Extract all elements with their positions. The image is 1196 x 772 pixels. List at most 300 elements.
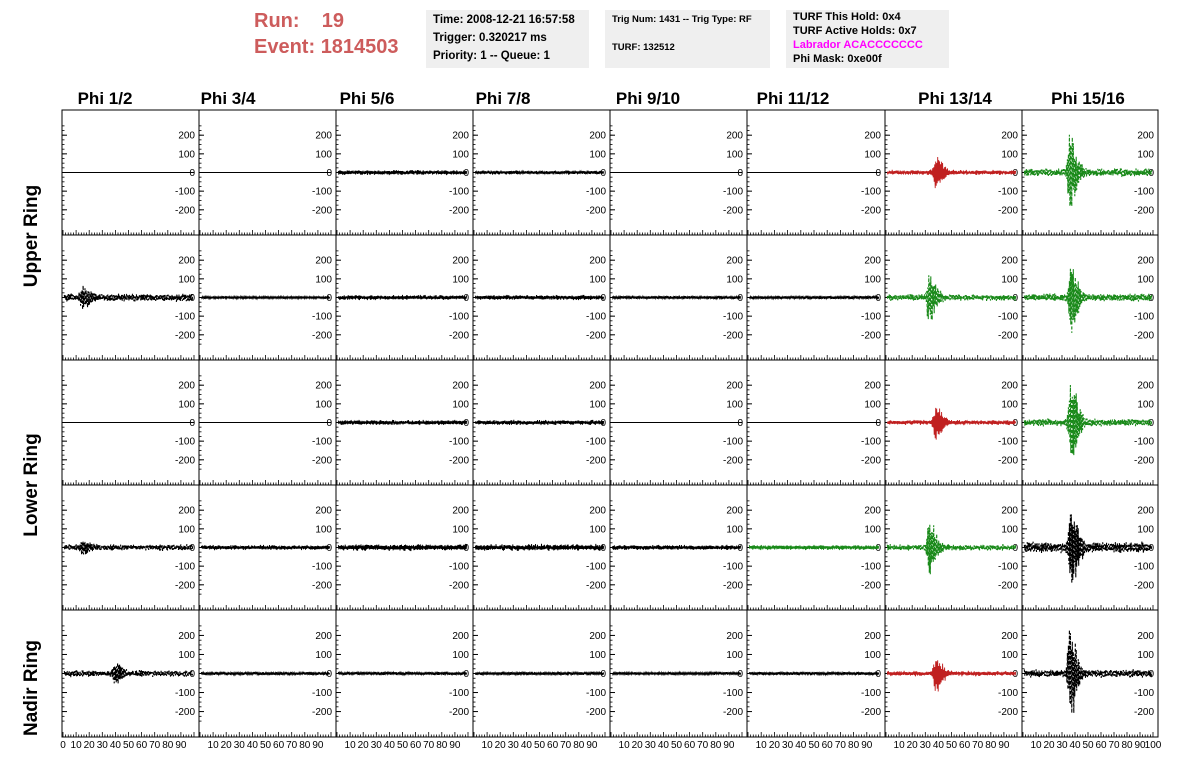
x-tick-label: 100 <box>1144 740 1162 751</box>
x-tick-label: 90 <box>1134 740 1146 751</box>
y-tick-label: 0 <box>600 669 606 680</box>
x-tick-label: 30 <box>96 740 108 751</box>
y-tick-label: 0 <box>189 168 195 179</box>
x-tick-label: 40 <box>795 740 807 751</box>
column-header: Phi 1/2 <box>77 89 133 108</box>
y-tick-label: -200 <box>311 707 332 719</box>
y-tick-label: 200 <box>1001 630 1018 642</box>
waveform-trace <box>749 672 878 676</box>
y-tick-label: -200 <box>860 707 881 719</box>
y-tick-label: 100 <box>589 274 606 286</box>
y-tick-label: 200 <box>1137 130 1154 142</box>
column-header: Phi 11/12 <box>756 89 830 108</box>
y-tick-label: -100 <box>1133 561 1154 573</box>
y-tick-label: 100 <box>1001 149 1018 161</box>
y-tick-label: -100 <box>1133 436 1154 448</box>
y-tick-label: -200 <box>174 205 195 217</box>
y-tick-label: -200 <box>448 580 469 592</box>
y-tick-label: 100 <box>178 524 195 536</box>
x-tick-label: 70 <box>560 740 572 751</box>
y-tick-label: 200 <box>178 255 195 267</box>
x-tick-label: 50 <box>670 740 683 751</box>
waveform-trace <box>475 672 603 676</box>
y-tick-label: -100 <box>311 561 332 573</box>
row-label: Lower Ring <box>21 433 42 537</box>
y-tick-label: 0 <box>875 168 881 179</box>
column-header: Phi 7/8 <box>475 89 531 108</box>
waveform-trace <box>475 170 603 174</box>
y-tick-label: 100 <box>1001 649 1018 661</box>
y-tick-label: -100 <box>997 561 1018 573</box>
x-tick-label: 70 <box>697 740 709 751</box>
y-tick-label: 200 <box>864 630 881 642</box>
y-tick-label: 200 <box>1001 130 1018 142</box>
y-tick-label: -100 <box>311 436 332 448</box>
waveform-trace <box>887 275 1015 320</box>
y-tick-label: 200 <box>589 255 606 267</box>
x-tick-label: 90 <box>449 740 461 751</box>
x-tick-label: 80 <box>436 740 448 751</box>
y-tick-label: 100 <box>1137 524 1154 536</box>
waveform-trace <box>612 672 740 675</box>
x-tick-label: 90 <box>861 740 873 751</box>
x-tick-label: 80 <box>710 740 722 751</box>
waveform-trace <box>338 420 466 425</box>
x-tick-label: 10 <box>344 740 356 751</box>
y-tick-label: 0 <box>737 168 743 179</box>
y-tick-label: 0 <box>189 293 195 304</box>
y-tick-label: 0 <box>326 168 332 179</box>
y-tick-label: -100 <box>174 186 195 198</box>
y-tick-label: -100 <box>448 688 469 700</box>
y-tick-label: 0 <box>463 168 469 179</box>
y-tick-label: -200 <box>860 330 881 342</box>
x-tick-label: 80 <box>162 740 174 751</box>
y-tick-label: -200 <box>448 205 469 217</box>
row-label: Upper Ring <box>21 184 42 288</box>
y-tick-label: -200 <box>585 455 606 467</box>
y-tick-label: 200 <box>864 130 881 142</box>
y-tick-label: 200 <box>452 630 469 642</box>
y-tick-label: 200 <box>315 380 332 392</box>
y-tick-label: -200 <box>174 580 195 592</box>
priority-text: Priority: 1 -- Queue: 1 <box>433 50 550 62</box>
waveform-trace <box>749 545 878 550</box>
y-tick-label: -200 <box>997 580 1018 592</box>
y-tick-label: 100 <box>726 149 743 161</box>
waveform-trace <box>1024 630 1151 713</box>
x-tick-label: 50 <box>396 740 409 751</box>
event-label: Event: <box>254 36 316 58</box>
trigger-text: Trigger: 0.320217 ms <box>433 32 547 44</box>
waveform-trace <box>338 170 466 175</box>
waveform-trace <box>475 544 603 551</box>
y-tick-label: -200 <box>860 205 881 217</box>
y-tick-label: 100 <box>589 649 606 661</box>
y-tick-label: -100 <box>997 436 1018 448</box>
x-tick-label: 30 <box>233 740 245 751</box>
y-tick-label: 200 <box>864 255 881 267</box>
y-tick-label: 0 <box>463 669 469 680</box>
y-tick-label: -200 <box>585 205 606 217</box>
y-tick-label: 100 <box>726 274 743 286</box>
y-tick-label: -200 <box>997 455 1018 467</box>
x-tick-label: 30 <box>782 740 794 751</box>
y-tick-label: 0 <box>600 418 606 429</box>
column-header: Phi 9/10 <box>615 89 681 108</box>
y-tick-label: 0 <box>737 418 743 429</box>
x-tick-label: 80 <box>299 740 311 751</box>
x-tick-label: 30 <box>1056 740 1068 751</box>
turf-this-hold-text: TURF This Hold: 0x4 <box>793 11 901 23</box>
waveform-trace <box>1024 514 1151 583</box>
y-tick-label: 0 <box>326 543 332 554</box>
y-tick-label: -200 <box>585 580 606 592</box>
x-tick-label: 10 <box>893 740 905 751</box>
y-tick-label: 0 <box>463 418 469 429</box>
waveform-trace <box>64 541 192 555</box>
y-tick-label: 100 <box>315 149 332 161</box>
x-tick-label: 70 <box>1108 740 1120 751</box>
y-tick-label: -200 <box>722 707 743 719</box>
y-tick-label: 200 <box>315 630 332 642</box>
x-tick-label: 40 <box>383 740 395 751</box>
event-value: 1814503 <box>320 36 399 58</box>
y-tick-label: 100 <box>864 274 881 286</box>
y-tick-label: 200 <box>452 255 469 267</box>
x-tick-label: 20 <box>83 740 95 751</box>
waveform-trace <box>338 672 466 676</box>
x-tick-label: 10 <box>755 740 767 751</box>
x-tick-label: 40 <box>246 740 258 751</box>
x-tick-label: 50 <box>945 740 958 751</box>
x-tick-label: 20 <box>768 740 780 751</box>
y-tick-label: 0 <box>189 418 195 429</box>
y-tick-label: 200 <box>315 255 332 267</box>
y-tick-label: -200 <box>1133 330 1154 342</box>
y-tick-label: 200 <box>178 505 195 517</box>
waveform-trace <box>201 296 329 299</box>
y-tick-label: 100 <box>864 524 881 536</box>
y-tick-label: -100 <box>585 186 606 198</box>
y-tick-label: 100 <box>178 399 195 411</box>
x-tick-label: 50 <box>259 740 272 751</box>
y-tick-label: 200 <box>1137 630 1154 642</box>
x-tick-label: 60 <box>410 740 422 751</box>
y-tick-label: -100 <box>722 688 743 700</box>
x-tick-label: 60 <box>136 740 148 751</box>
y-tick-label: 200 <box>589 130 606 142</box>
x-tick-label: 30 <box>507 740 519 751</box>
y-tick-label: 200 <box>452 130 469 142</box>
y-tick-label: 0 <box>189 543 195 554</box>
y-tick-label: -100 <box>997 311 1018 323</box>
x-tick-label: 20 <box>494 740 506 751</box>
waveform-trace <box>887 408 1015 440</box>
y-tick-label: -200 <box>860 580 881 592</box>
y-tick-label: 200 <box>1001 505 1018 517</box>
waveform-trace <box>1024 135 1151 207</box>
x-tick-label: 70 <box>972 740 984 751</box>
waveform-trace <box>612 296 740 300</box>
y-tick-label: -100 <box>311 311 332 323</box>
y-tick-label: -200 <box>997 205 1018 217</box>
x-tick-label: 80 <box>1121 740 1133 751</box>
x-tick-label: 40 <box>1069 740 1081 751</box>
y-tick-label: 200 <box>589 380 606 392</box>
y-tick-label: 0 <box>875 418 881 429</box>
y-tick-label: 100 <box>315 399 332 411</box>
turf-active-holds-text: TURF Active Holds: 0x7 <box>793 25 917 37</box>
y-tick-label: -100 <box>1133 688 1154 700</box>
y-tick-label: -100 <box>311 186 332 198</box>
y-tick-label: 0 <box>1012 669 1018 680</box>
y-tick-label: 100 <box>178 149 195 161</box>
x-tick-label: 50 <box>808 740 820 751</box>
y-tick-label: 100 <box>315 524 332 536</box>
y-tick-label: 0 <box>326 293 332 304</box>
y-tick-label: 0 <box>1148 543 1154 554</box>
y-tick-label: 100 <box>452 649 469 661</box>
y-tick-label: 200 <box>726 505 743 517</box>
waveform-trace <box>338 544 466 551</box>
y-tick-label: -200 <box>311 205 332 217</box>
y-tick-label: 0 <box>1148 669 1154 680</box>
turf-text: TURF: 132512 <box>612 42 675 53</box>
y-tick-label: -200 <box>722 580 743 592</box>
column-header: Phi 5/6 <box>339 89 395 108</box>
x-tick-label: 90 <box>312 740 324 751</box>
y-tick-label: 0 <box>326 418 332 429</box>
y-tick-label: -100 <box>585 688 606 700</box>
waveform-trace <box>475 295 603 300</box>
y-tick-label: -100 <box>448 186 469 198</box>
y-tick-label: 200 <box>726 255 743 267</box>
waveform-trace <box>749 296 878 300</box>
y-tick-label: -200 <box>1133 205 1154 217</box>
row-label: Nadir Ring <box>21 639 42 737</box>
y-tick-label: -100 <box>860 688 881 700</box>
y-tick-label: 100 <box>726 649 743 661</box>
y-tick-label: 200 <box>178 380 195 392</box>
y-tick-label: 100 <box>1137 649 1154 661</box>
trig-num-text: Trig Num: 1431 -- Trig Type: RF <box>612 14 752 25</box>
y-tick-label: 200 <box>315 130 332 142</box>
waveform-trace <box>1024 385 1151 455</box>
waveform-trace <box>887 525 1015 574</box>
y-tick-label: -100 <box>174 311 195 323</box>
y-tick-label: -200 <box>722 455 743 467</box>
y-tick-label: 100 <box>315 649 332 661</box>
y-tick-label: 200 <box>1137 380 1154 392</box>
y-tick-label: -100 <box>860 311 881 323</box>
y-tick-label: 200 <box>1137 255 1154 267</box>
x-tick-label: 40 <box>657 740 669 751</box>
y-tick-label: -100 <box>722 561 743 573</box>
x-tick-label: 10 <box>618 740 630 751</box>
time-text: Time: 2008-12-21 16:57:58 <box>433 14 575 26</box>
y-tick-label: 100 <box>1137 399 1154 411</box>
y-tick-label: -100 <box>448 436 469 448</box>
y-tick-label: -200 <box>860 455 881 467</box>
y-tick-label: 0 <box>600 543 606 554</box>
x-tick-label: 60 <box>273 740 285 751</box>
y-tick-label: 0 <box>600 168 606 179</box>
y-tick-label: 0 <box>875 293 881 304</box>
y-tick-label: 100 <box>864 399 881 411</box>
x-tick-label: 60 <box>547 740 559 751</box>
x-tick-label: 20 <box>1043 740 1055 751</box>
y-tick-label: 200 <box>1001 255 1018 267</box>
waveform-trace <box>612 545 740 550</box>
y-tick-label: -200 <box>585 330 606 342</box>
y-tick-label: 0 <box>1012 293 1018 304</box>
y-tick-label: 200 <box>589 505 606 517</box>
y-tick-label: -200 <box>585 707 606 719</box>
y-tick-label: 0 <box>875 543 881 554</box>
y-tick-label: -100 <box>860 436 881 448</box>
x-tick-label: 0 <box>60 740 66 751</box>
y-tick-label: -200 <box>174 455 195 467</box>
y-tick-label: 200 <box>452 505 469 517</box>
y-tick-label: -100 <box>997 186 1018 198</box>
x-tick-label: 60 <box>959 740 971 751</box>
run-value: 19 <box>321 10 345 32</box>
x-tick-label: 50 <box>122 740 135 751</box>
y-tick-label: 200 <box>178 130 195 142</box>
y-tick-label: 100 <box>726 524 743 536</box>
y-tick-label: 0 <box>1012 418 1018 429</box>
y-tick-label: -100 <box>585 436 606 448</box>
y-tick-label: -200 <box>448 707 469 719</box>
waveform-trace <box>887 660 1015 691</box>
y-tick-label: -100 <box>722 311 743 323</box>
y-tick-label: 200 <box>726 380 743 392</box>
x-tick-label: 90 <box>723 740 735 751</box>
y-tick-label: 100 <box>1001 524 1018 536</box>
y-tick-label: -200 <box>1133 580 1154 592</box>
x-tick-label: 20 <box>631 740 643 751</box>
y-tick-label: 100 <box>589 524 606 536</box>
y-tick-label: 200 <box>589 630 606 642</box>
y-tick-label: 0 <box>189 669 195 680</box>
y-tick-label: 100 <box>1001 274 1018 286</box>
y-tick-label: 100 <box>1001 399 1018 411</box>
y-tick-label: 100 <box>1137 274 1154 286</box>
x-tick-label: 10 <box>1030 740 1042 751</box>
y-tick-label: 100 <box>452 274 469 286</box>
y-tick-label: -200 <box>997 707 1018 719</box>
waveform-trace <box>64 663 192 684</box>
y-tick-label: 100 <box>864 649 881 661</box>
y-tick-label: 0 <box>1012 168 1018 179</box>
y-tick-label: -100 <box>448 561 469 573</box>
y-tick-label: -100 <box>174 561 195 573</box>
run-label: Run: <box>254 10 300 32</box>
x-tick-label: 60 <box>821 740 833 751</box>
x-tick-label: 20 <box>906 740 918 751</box>
waveform-trace <box>64 286 192 310</box>
y-tick-label: 200 <box>1137 505 1154 517</box>
x-tick-label: 10 <box>207 740 219 751</box>
y-tick-label: 0 <box>600 293 606 304</box>
y-tick-label: 100 <box>726 399 743 411</box>
x-tick-label: 30 <box>644 740 656 751</box>
y-tick-label: -200 <box>448 330 469 342</box>
y-tick-label: 200 <box>452 380 469 392</box>
y-tick-label: -100 <box>722 436 743 448</box>
x-tick-label: 10 <box>70 740 82 751</box>
phi-mask-text: Phi Mask: 0xe00f <box>793 53 882 65</box>
x-tick-label: 10 <box>481 740 493 751</box>
y-tick-label: 100 <box>589 399 606 411</box>
x-tick-label: 30 <box>919 740 931 751</box>
x-tick-label: 70 <box>286 740 298 751</box>
x-tick-label: 90 <box>586 740 598 751</box>
y-tick-label: 0 <box>737 669 743 680</box>
y-tick-label: 200 <box>726 130 743 142</box>
y-tick-label: -100 <box>585 561 606 573</box>
x-tick-label: 40 <box>932 740 944 751</box>
x-tick-label: 50 <box>1082 740 1094 751</box>
y-tick-label: -200 <box>722 330 743 342</box>
y-tick-label: -100 <box>860 186 881 198</box>
x-tick-label: 50 <box>533 740 546 751</box>
x-tick-label: 40 <box>109 740 121 751</box>
y-tick-label: -200 <box>1133 707 1154 719</box>
y-tick-label: 100 <box>178 274 195 286</box>
x-tick-label: 70 <box>149 740 161 751</box>
x-tick-label: 60 <box>684 740 696 751</box>
y-tick-label: -200 <box>448 455 469 467</box>
y-tick-label: -200 <box>174 330 195 342</box>
y-tick-label: 0 <box>463 293 469 304</box>
y-tick-label: -200 <box>311 330 332 342</box>
y-tick-label: -100 <box>174 436 195 448</box>
y-tick-label: 100 <box>452 524 469 536</box>
y-tick-label: -100 <box>311 688 332 700</box>
y-tick-label: 200 <box>178 630 195 642</box>
y-tick-label: -200 <box>997 330 1018 342</box>
waveform-trace <box>338 295 466 300</box>
x-tick-label: 30 <box>370 740 382 751</box>
waveform-trace <box>201 545 329 550</box>
y-tick-label: 0 <box>463 543 469 554</box>
y-tick-label: 200 <box>1001 380 1018 392</box>
y-tick-label: 0 <box>1148 168 1154 179</box>
y-tick-label: 100 <box>1137 149 1154 161</box>
y-tick-label: 0 <box>737 293 743 304</box>
y-tick-label: 100 <box>452 399 469 411</box>
waveform-trace <box>475 420 603 425</box>
y-tick-label: -200 <box>722 205 743 217</box>
y-tick-label: 0 <box>737 543 743 554</box>
waveform-trace <box>201 672 329 676</box>
x-tick-label: 60 <box>1095 740 1107 751</box>
y-tick-label: -100 <box>174 688 195 700</box>
column-header: Phi 3/4 <box>200 89 256 108</box>
y-tick-label: 0 <box>875 669 881 680</box>
x-tick-label: 70 <box>834 740 846 751</box>
y-tick-label: -100 <box>585 311 606 323</box>
x-tick-label: 80 <box>985 740 997 751</box>
x-tick-label: 90 <box>998 740 1010 751</box>
y-tick-label: -100 <box>1133 186 1154 198</box>
y-tick-label: 200 <box>864 380 881 392</box>
y-tick-label: 200 <box>315 505 332 517</box>
y-tick-label: -100 <box>722 186 743 198</box>
x-tick-label: 20 <box>220 740 232 751</box>
